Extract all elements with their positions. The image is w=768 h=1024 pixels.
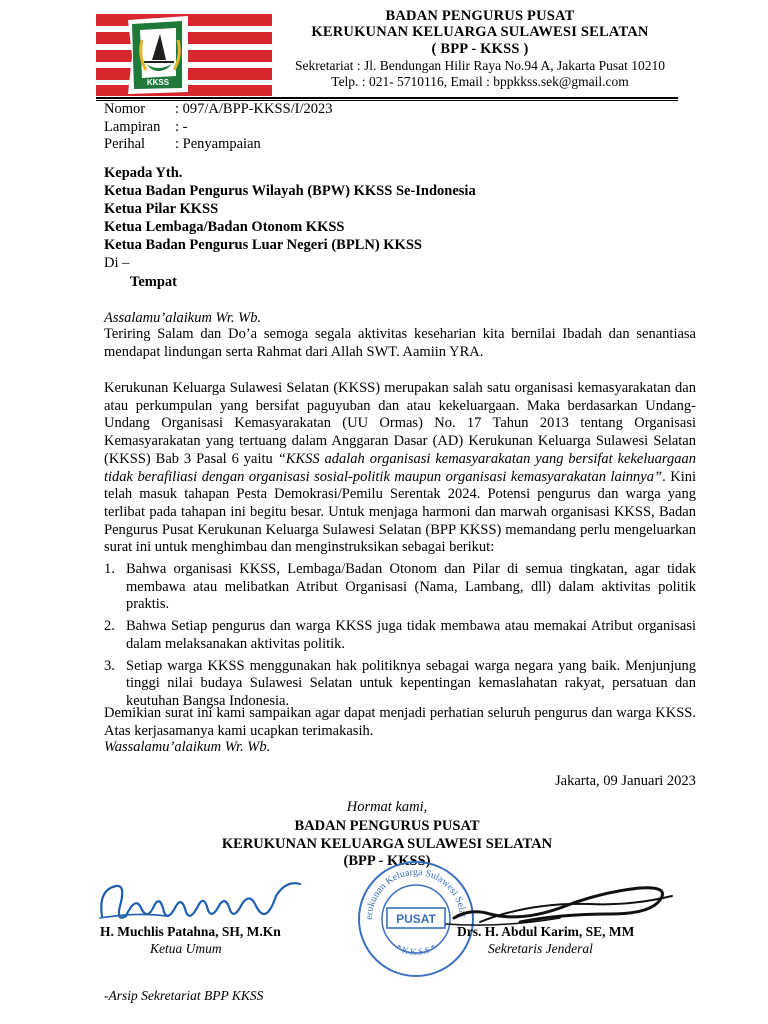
archive-note: -Arsip Sekretariat BPP KKSS xyxy=(104,988,264,1003)
list-text: Bahwa Setiap pengurus dan warga KKSS juga tidak membawa atau memakai Atribut organisasi dalam melaksanakan aktivitas politik. xyxy=(126,618,696,652)
org-contact: Telp. : 021- 5710116, Email : bppkkss.sek@gmail.com xyxy=(331,74,629,89)
main-text-part1: Kerukunan Keluarga Sulawesi Selatan (KKSS) merupakan salah satu organisasi kemasyarakatan dan atau perkumpulan yang bersifat paguyuban dan atau kekeluargaan. Maka berdasarkan Undang-Undang Organisasi Kemasyarakatan (UU Ormas) No. 17 Tahun 2013 tentang Organisasi Kemasyarakatan yang tertuang dalam Anggaran Dasar (AD) Kerukunan Keluarga Sulawesi Selatan (KKSS) Bab 3 Pasal 6 yaitu xyxy=(104,380,696,467)
stamp-bottom-text: * K.K.S.S * xyxy=(394,942,438,957)
list-number: 2. xyxy=(104,618,115,635)
closing-text: Demikian surat ini kami sampaikan agar dapat menjadi perhatian seluruh pengurus dan warga KKSS. Atas kerjasamanya kami ucapkan terimakasih. xyxy=(104,705,696,739)
list-item xyxy=(104,618,696,653)
chairman-title: Ketua Umum xyxy=(150,941,222,956)
stamp-ring-text: erukunan Keluarga Sulawesi Selat xyxy=(363,866,468,920)
chairman-name: H. Muchlis Patahna, SH, M.Kn xyxy=(100,924,281,939)
list-item xyxy=(104,561,696,614)
perihal-value: : Penyampaian xyxy=(175,136,261,152)
hormat-kami: Hormat kami, xyxy=(346,799,428,815)
nomor-label: Nomor xyxy=(104,101,146,117)
opening-paragraph xyxy=(104,326,696,361)
list-text: Bahwa organisasi KKSS, Lembaga/Badan Otonom dan Pilar di semua tingkatan, agar tidak membawa atau melibatkan Atribut Organisasi (Nama, Lambang, dll) dalam aktivitas politik praktis. xyxy=(126,561,696,613)
sign-org-line3: (BPP - KKSS) xyxy=(343,853,431,869)
letterhead xyxy=(272,8,688,98)
stamp-center-text: PUSAT xyxy=(396,912,436,926)
letterhead-rule xyxy=(96,97,678,99)
secretary-title: Sekretaris Jenderal xyxy=(488,941,593,956)
org-name-line2: KERUKUNAN KELUARGA SULAWESI SELATAN xyxy=(311,24,649,40)
recipient-line: Ketua Pilar KKSS xyxy=(104,201,219,217)
recipient-line: Ketua Badan Pengurus Wilayah (BPW) KKSS Se-Indonesia xyxy=(104,183,476,199)
recipient-di: Di – xyxy=(104,255,130,271)
closing-paragraph xyxy=(104,705,696,740)
instruction-list xyxy=(104,561,696,715)
sign-org-line2: KERUKUNAN KELUARGA SULAWESI SELATAN xyxy=(221,836,553,852)
salam: Assalamu’alaikum Wr. Wb. xyxy=(104,310,262,326)
kkss-logo xyxy=(96,12,272,96)
list-item xyxy=(104,658,696,711)
ad-quote: “KKSS adalah organisasi kemasyarakatan yang bersifat kekeluargaan tidak berafiliasi dengan organisasi sosial-politik maupun organisasi kemasyarakatan lainnya” xyxy=(104,450,697,485)
recipient-line: Ketua Lembaga/Badan Otonom KKSS xyxy=(104,219,345,235)
org-name-line1: BADAN PENGURUS PUSAT xyxy=(385,8,575,24)
main-text xyxy=(104,380,696,557)
sign-org-line1: BADAN PENGURUS PUSAT xyxy=(294,818,480,834)
main-paragraph xyxy=(104,380,696,557)
list-number: 1. xyxy=(104,561,115,577)
svg-text:* K.K.S.S * xyxy=(394,942,438,957)
lampiran-label: Lampiran xyxy=(104,119,161,135)
nomor-value: : 097/A/BPP-KKSS/I/2023 xyxy=(175,101,333,117)
opening-text: Teriring Salam dan Do’a semoga segala aktivitas keseharian kita bernilai Ibadah dan senantiasa mendapat lindungan serta Rahmat dari Allah SWT. Aamiin YRA. xyxy=(104,326,696,360)
lampiran-value: : - xyxy=(175,119,188,135)
main-text-part2: . Kini telah masuk tahapan Pesta Demokrasi/Pemilu Serentak 2024. Potensi pengurus dan warga yang terlibat pada tahapan ini begitu besar. Untuk menjaga harmoni dan marwah organisasi KKSS, Badan Pengurus Pusat Kerukunan Keluarga Sulawesi Selatan (BPP KKSS) memandang perlu mengeluarkan surat ini untuk menghimbau dan menginstruksikan sebagai berikut: xyxy=(104,468,697,556)
secretary-name: Drs. H. Abdul Karim, SE, MM xyxy=(457,924,635,939)
list-number: 3. xyxy=(104,657,115,674)
recipient-tempat: Tempat xyxy=(130,274,177,290)
perihal-label: Perihal xyxy=(104,136,146,152)
recipient-greeting: Kepada Yth. xyxy=(104,165,183,181)
org-name-line3: ( BPP - KKSS ) xyxy=(431,41,529,57)
org-address: Sekretariat : Jl. Bendungan Hilir Raya No.94 A, Jakarta Pusat 10210 xyxy=(294,58,666,73)
letter-meta xyxy=(104,101,404,153)
recipient-line: Ketua Badan Pengurus Luar Negeri (BPLN) KKSS xyxy=(104,237,422,253)
letter-date: Jakarta, 09 Januari 2023 xyxy=(555,773,696,789)
list-text: Setiap warga KKSS menggunakan hak politiknya sebagai warga negara yang baik. Menjunjung tinggi nilai budaya Sulawesi Selatan untuk kepentingan kemaslahatan rakyat, persatuan dan keutuhan Bangsa Indonesia. xyxy=(126,657,696,709)
svg-text:KKSS: KKSS xyxy=(146,78,170,87)
wassalam: Wassalamu’alaikum Wr. Wb. xyxy=(104,739,271,755)
